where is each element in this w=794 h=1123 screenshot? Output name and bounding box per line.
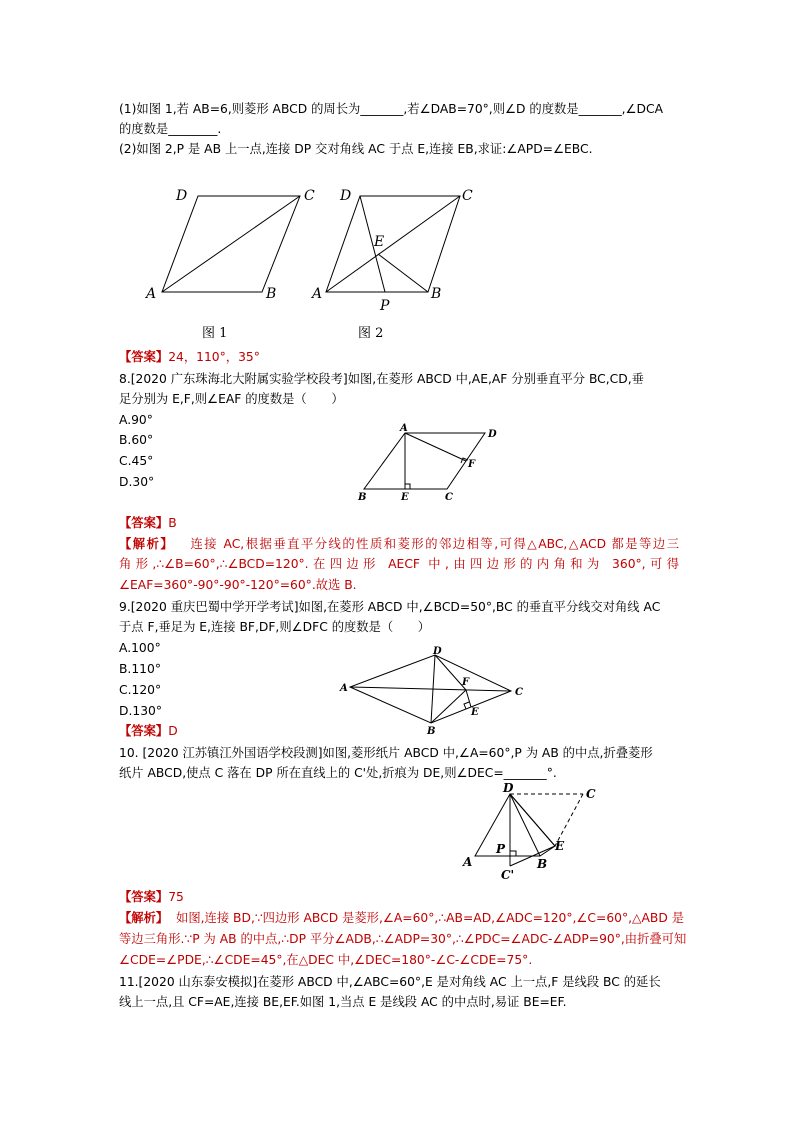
q11-line2: 线上一点,且 CF=AE,连接 BE,EF.如图 1,当点 E 是线段 AC 的中点时,易证 BE=EF.: [119, 995, 567, 1009]
q10-point-d: D: [503, 782, 514, 795]
q8-option-c: C.45°: [119, 454, 154, 468]
q8-option-b: B.60°: [119, 433, 154, 447]
q9-point-e: E: [471, 707, 479, 718]
q8-line2: 足分别为 E,F,则∠EAF 的度数是（ ）: [119, 392, 344, 406]
q7-part1-line1: (1)如图 1,若 AB=6,则菱形 ABCD 的周长为_______,若∠DAB=70°,则∠D 的度数是_______,∠DCA: [119, 102, 664, 116]
q7-part2: (2)如图 2,P 是 AB 上一点,连接 DP 交对角线 AC 于点 E,连接 EB,求证:∠APD=∠EBC.: [119, 142, 593, 156]
q9-option-c: C.120°: [119, 683, 162, 697]
q8-option-a: A.90°: [119, 413, 153, 427]
analysis-8-line2: 角形,∴∠B=60°,∴∠BCD=120°.在四边形 AECF 中,由四边形的内角和为 360°,可得: [119, 557, 679, 571]
q8-point-e: E: [401, 492, 409, 503]
analysis-8-line3: ∠EAF=360°-90°-90°-120°=60°.故选 B.: [119, 578, 357, 592]
q11-line1: 11.[2020 山东泰安模拟]在菱形 ABCD 中,∠ABC=60°,E 是对角线 AC 上一点,F 是线段 BC 的延长: [119, 975, 661, 989]
q10-point-p: P: [496, 842, 506, 856]
q10-point-a: A: [463, 855, 473, 869]
analysis-label: 【解析】: [119, 911, 169, 925]
fig2-point-b: B: [431, 286, 442, 302]
q9-point-a: A: [340, 683, 348, 694]
answer-10: [119, 887, 679, 907]
figure-1: [162, 196, 300, 292]
analysis-10-line3: ∠CDE=∠PDE,∴∠CDE=45°,在△DEC 中,∠DEC=180°-∠C-∠CDE=75°.: [119, 953, 533, 967]
q8-point-c: C: [445, 492, 453, 503]
fig2-point-c: C: [462, 188, 473, 204]
q10-line1: 10. [2020 江苏镇江外国语学校段测]如图,菱形纸片 ABCD 中,∠A=60°,P 为 AB 的中点,折叠菱形: [119, 746, 653, 760]
q8-line1: 8.[2020 广东珠海北大附属实验学校段考]如图,在菱形 ABCD 中,AE,AF 分别垂直平分 BC,CD,垂: [119, 372, 644, 386]
answer-9-text: D: [168, 724, 178, 738]
fig2-point-p: P: [380, 298, 390, 314]
q8-point-a: A: [400, 423, 408, 434]
q9-option-a: A.100°: [119, 641, 161, 655]
fig1-point-c: C: [304, 188, 315, 204]
figure-2: [326, 196, 460, 292]
q8-point-b: B: [358, 492, 367, 503]
analysis-8-line1: [119, 534, 679, 554]
q10-point-b: B: [537, 857, 548, 871]
fig1-point-d: D: [176, 188, 188, 204]
fig2-point-a: A: [312, 286, 323, 302]
answer-8: [119, 513, 679, 533]
q9-option-b: B.110°: [119, 662, 161, 676]
q10-point-e: E: [555, 839, 565, 853]
answer-label: 【答案】: [119, 724, 169, 738]
answer-7-text: 24，110°，35°: [168, 350, 260, 364]
q7-part1-line2: 的度数是________.: [119, 122, 222, 136]
rhombus-figures-1-2: [140, 180, 480, 320]
q9-line2: 于点 F,垂足为 E,连接 BF,DF,则∠DFC 的度数是（ ）: [119, 620, 431, 634]
analysis-label: 【解析】: [119, 537, 175, 551]
q10-point-c-prime: C': [501, 868, 515, 882]
answer-label: 【答案】: [119, 516, 169, 530]
q9-point-f: F: [462, 677, 470, 688]
answer-7: [119, 347, 679, 367]
q9-point-d: D: [433, 646, 442, 657]
q10-figure: [455, 782, 615, 882]
fig2-point-e: E: [374, 234, 385, 250]
fig1-caption: 图 1: [202, 326, 228, 341]
q8-option-d: D.30°: [119, 475, 155, 489]
q8-point-d: D: [488, 429, 497, 440]
q9-point-c: C: [515, 687, 523, 698]
answer-10-text: 75: [168, 890, 184, 904]
q9-point-b: B: [427, 726, 436, 735]
q8-point-f: F: [468, 459, 476, 470]
analysis-10-text-1: 如图,连接 BD,∵四边形 ABCD 是菱形,∠A=60°,∴AB=AD,∠ADC=120°,∠C=60°,△ABD 是: [176, 911, 684, 925]
analysis-10-line2: 等边三角形.∵P 为 AB 的中点,∴DP 平分∠ADB,∴∠ADP=30°,∴∠PDC=∠ADC-∠ADP=90°,由折叠可知: [119, 932, 687, 946]
q9-option-d: D.130°: [119, 704, 162, 718]
q10-line2: 纸片 ABCD,使点 C 落在 DP 所在直线上的 C'处,折痕为 DE,则∠DEC=_______°.: [119, 766, 557, 780]
answer-8-text: B: [168, 516, 177, 530]
fig1-point-a: A: [146, 286, 157, 302]
analysis-8-text-1: 连接 AC,根据垂直平分线的性质和菱形的邻边相等,可得△ABC,△ACD 都是等边三: [190, 537, 679, 551]
fig2-point-d: D: [340, 188, 352, 204]
answer-9: [119, 721, 679, 741]
answer-label: 【答案】: [119, 890, 169, 904]
fig1-point-b: B: [266, 286, 277, 302]
q10-point-c: C: [586, 787, 596, 801]
analysis-10-line1: [119, 908, 684, 928]
answer-label: 【答案】: [119, 350, 169, 364]
fig2-caption: 图 2: [358, 326, 384, 341]
q9-line1: 9.[2020 重庆巴蜀中学开学考试]如图,在菱形 ABCD 中,∠BCD=50°,BC 的垂直平分线交对角线 AC: [119, 600, 661, 614]
q8-figure: [350, 420, 510, 505]
